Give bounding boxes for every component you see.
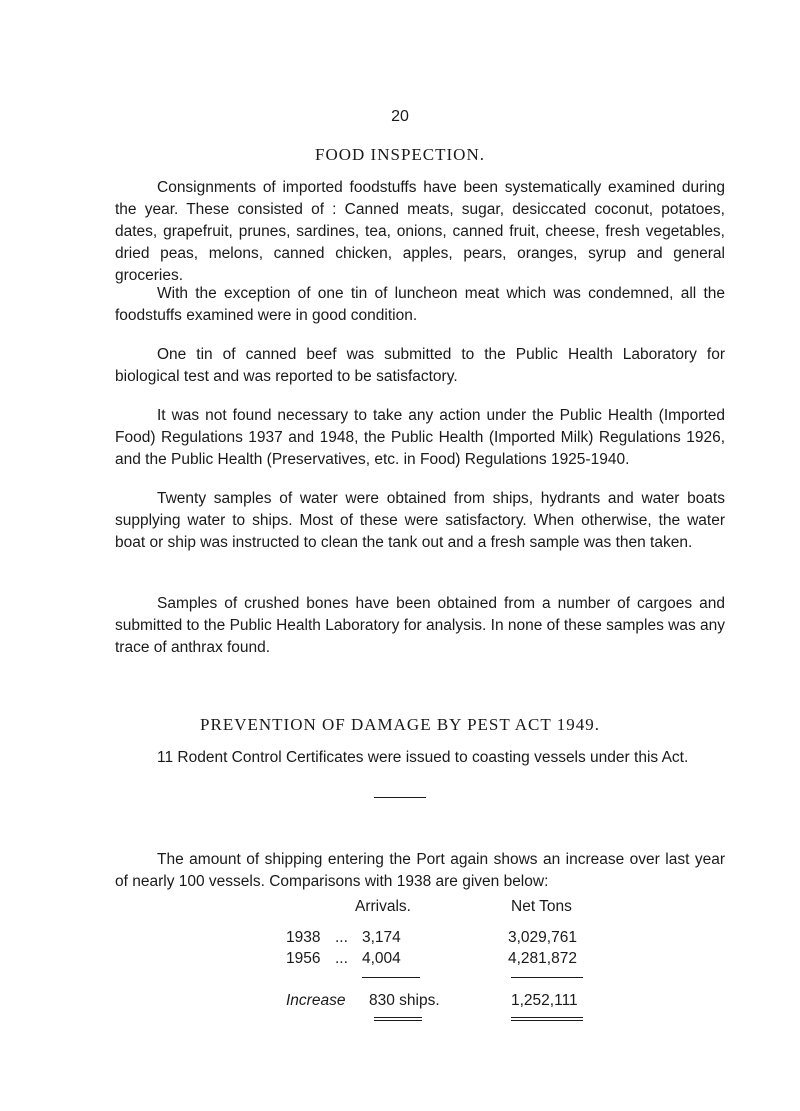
food-paragraph-3: One tin of canned beef was submitted to the Public Health Laboratory for biological test and was reported to be satisfactory. [115, 346, 725, 385]
row-net-tons: 4,281,872 [508, 950, 577, 967]
food-paragraph-4: It was not found necessary to take any action under the Public Health (Imported Food) Regulations 1937 and 1948, the Public Health (Imported Milk) Regulations 1926, and the Public Health (Preservatives, etc. in Food) Regulations 1925-1940. [115, 407, 725, 468]
row-dots: ... [335, 929, 348, 946]
row-year: 1956 [286, 950, 321, 967]
net-tons-sum-rule [511, 977, 583, 978]
food-inspection-heading: FOOD INSPECTION. [315, 145, 485, 164]
increase-arrivals: 830 ships. [369, 992, 440, 1009]
row-dots: ... [335, 950, 348, 967]
net-tons-total-rule [511, 1017, 583, 1018]
food-paragraph-1: Consignments of imported foodstuffs have been systematically examined during the year. These consisted of : Canned meats, sugar, desiccated coconut, potatoes, dates, grapefruit, prunes, sardines, tea, onions, canned fruit, cheese, fresh vegetables, dried peas, melons, canned chicken, apples, pears, oranges, syrup and general groceries. [115, 179, 725, 284]
row-net-tons: 3,029,761 [508, 929, 577, 946]
column-header-net-tons: Net Tons [511, 898, 572, 915]
row-arrivals: 4,004 [362, 950, 401, 967]
arrivals-sum-rule [362, 977, 420, 978]
pest-act-paragraph: 11 Rodent Control Certificates were issued to coasting vessels under this Act. [157, 749, 689, 766]
increase-net-tons: 1,252,111 [511, 992, 578, 1009]
row-year: 1938 [286, 929, 321, 946]
shipping-paragraph: The amount of shipping entering the Port again shows an increase over last year of nearly 100 vessels. Comparisons with 1938 are given below: [115, 851, 725, 890]
increase-label: Increase [286, 992, 346, 1009]
arrivals-total-rule-2 [374, 1020, 422, 1021]
page-number: 20 [391, 108, 409, 125]
section-divider [374, 797, 426, 798]
net-tons-total-rule-2 [511, 1020, 583, 1021]
food-paragraph-6: Samples of crushed bones have been obtained from a number of cargoes and submitted to the Public Health Laboratory for analysis. In none of these samples was any trace of anthrax found. [115, 595, 726, 656]
food-paragraph-2: With the exception of one tin of luncheon meat which was condemned, all the foodstuffs examined were in good condition. [115, 285, 725, 324]
row-arrivals: 3,174 [362, 929, 401, 946]
pest-act-heading: PREVENTION OF DAMAGE BY PEST ACT 1949. [200, 715, 600, 734]
food-paragraph-5: Twenty samples of water were obtained from ships, hydrants and water boats supplying water to ships. Most of these were satisfactory. When otherwise, the water boat or ship was instructed to clean the tank out and a fresh sample was then taken. [115, 490, 725, 551]
column-header-arrivals: Arrivals. [355, 898, 411, 915]
arrivals-total-rule [374, 1017, 422, 1018]
